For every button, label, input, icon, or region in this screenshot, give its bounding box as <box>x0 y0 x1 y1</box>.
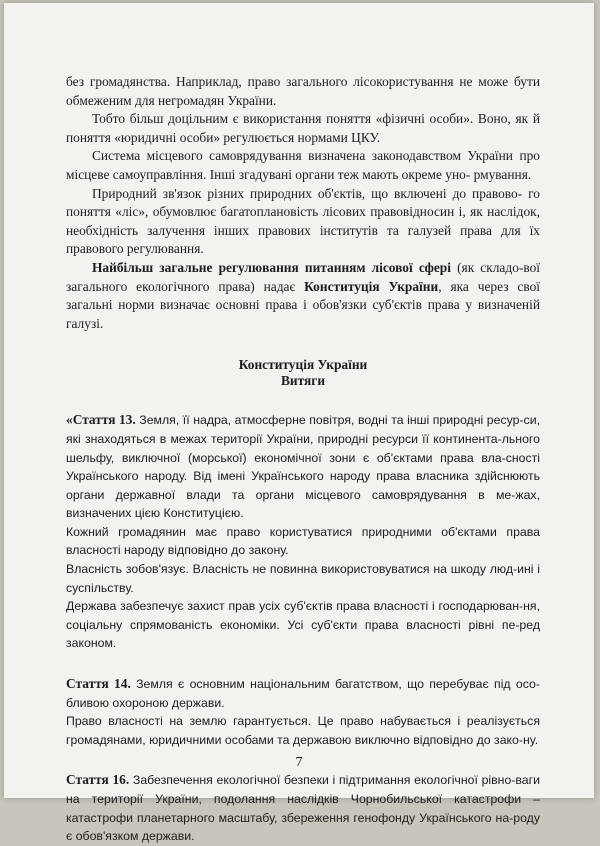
article-14 <box>66 675 540 749</box>
intro-paragraph-2 <box>66 110 540 147</box>
article-13-p4: Держава забезпечує захист прав усіх суб'єктів права власності і господарюван-ня, соціальну спрямованість економіки. Усі суб'єкти права власності рівні пе-ред законом. <box>66 599 540 651</box>
article-13 <box>66 411 540 653</box>
article-text: Земля, її надра, атмосферне повітря, водні та інші природні ресур-си, які знаходяться в межах території України, природні ресурси її континента-льного шельфу, виключної (морської) економічної зони є об'єктами права вла-сності Українського народу. Від імені Українського народу права власника здійснюють органи державної влади та органи місцевого самоврядування в ме-жах, визначених цією Конституцією. <box>66 413 540 521</box>
summary-middle: (як складо-вої загального екологічного права) надає <box>66 259 540 294</box>
document-page <box>4 3 594 844</box>
text-line: без громадянства. Наприклад, право загального лісокористування не може <box>66 74 514 89</box>
article-13-p1 <box>66 411 540 523</box>
article-14-p1 <box>66 675 540 712</box>
text-line: права для їх правового регулювання. <box>66 222 540 257</box>
summary-paragraph <box>66 259 540 333</box>
page-content <box>66 73 540 846</box>
text-line: наслідок, необхідність залучення інших правових інститутів та галузей <box>66 204 540 238</box>
text-line: Система місцевого самоврядування визначена законодавством України <box>92 148 520 164</box>
excerpt-subtitle: Витяги <box>280 373 326 389</box>
excerpt-title: Конституція України <box>238 357 368 373</box>
text-line: бути обмеженим для негромадян України. <box>66 74 540 108</box>
article-13-heading: «Стаття 13. <box>66 412 136 428</box>
article-text: Забезпечення екологічної безпеки і підтримання екологічної рівно-ваги на території України, подолання наслідків Чорнобильської катастрофи – катастрофи планетарного масштабу, збереження генофонду Українського на-роду є обов'язком держави. <box>66 773 540 844</box>
text-line: як й поняття «юридичні особи» регулюється нормами ЦКУ. <box>66 111 540 145</box>
summary-tail: , яка через свої загальні норми визначає основні права і обов'язки суб'єктів права у визначеній галузі. <box>66 278 540 331</box>
page-number: 7 <box>295 755 303 770</box>
intro-paragraph-3 <box>66 147 540 184</box>
article-16-p1 <box>66 771 540 845</box>
article-16 <box>66 771 540 845</box>
text-line: Тобто більш доцільним є використання поняття «фізичні особи». Воно, <box>92 111 516 127</box>
text-line: го поняття «ліс», обумовлює багатоплановість лісових правовідносин і, як <box>66 185 540 220</box>
article-14-heading: Стаття 14. <box>66 676 131 692</box>
text-line: про місцеве самоуправління. Інші згадувані органи теж мають окреме уно- <box>66 148 540 182</box>
article-14-p2: Право власності на землю гарантується. Це право набувається і реалізується громадянами, юридичними особами та державою виключно відповідно до зако-ну. <box>66 714 540 747</box>
intro-paragraph-4 <box>66 185 540 259</box>
text-line: рмування. <box>473 166 532 182</box>
text-line: Природний зв'язок різних природних об'єктів, що включені до правово- <box>92 185 529 201</box>
intro-paragraph-1 <box>66 73 540 110</box>
article-13-p2: Кожний громадянин має право користуватися природними об'єктами права власності народу відповідно до закону. <box>66 524 540 558</box>
summary-bold-lead: Найбільш загальне регулювання питанням лісової сфері <box>92 259 451 275</box>
summary-constitution: Конституція України <box>304 278 439 294</box>
excerpt-header <box>66 357 540 389</box>
article-13-p3: Власність зобов'язує. Власність не повинна використовуватися на шкоду люд-ині і суспільству. <box>66 562 540 595</box>
article-16-heading: Стаття 16. <box>66 772 130 788</box>
article-text: Земля є основним національним багатством, що перебуває під осо-бливою охороною держави. <box>66 677 540 710</box>
